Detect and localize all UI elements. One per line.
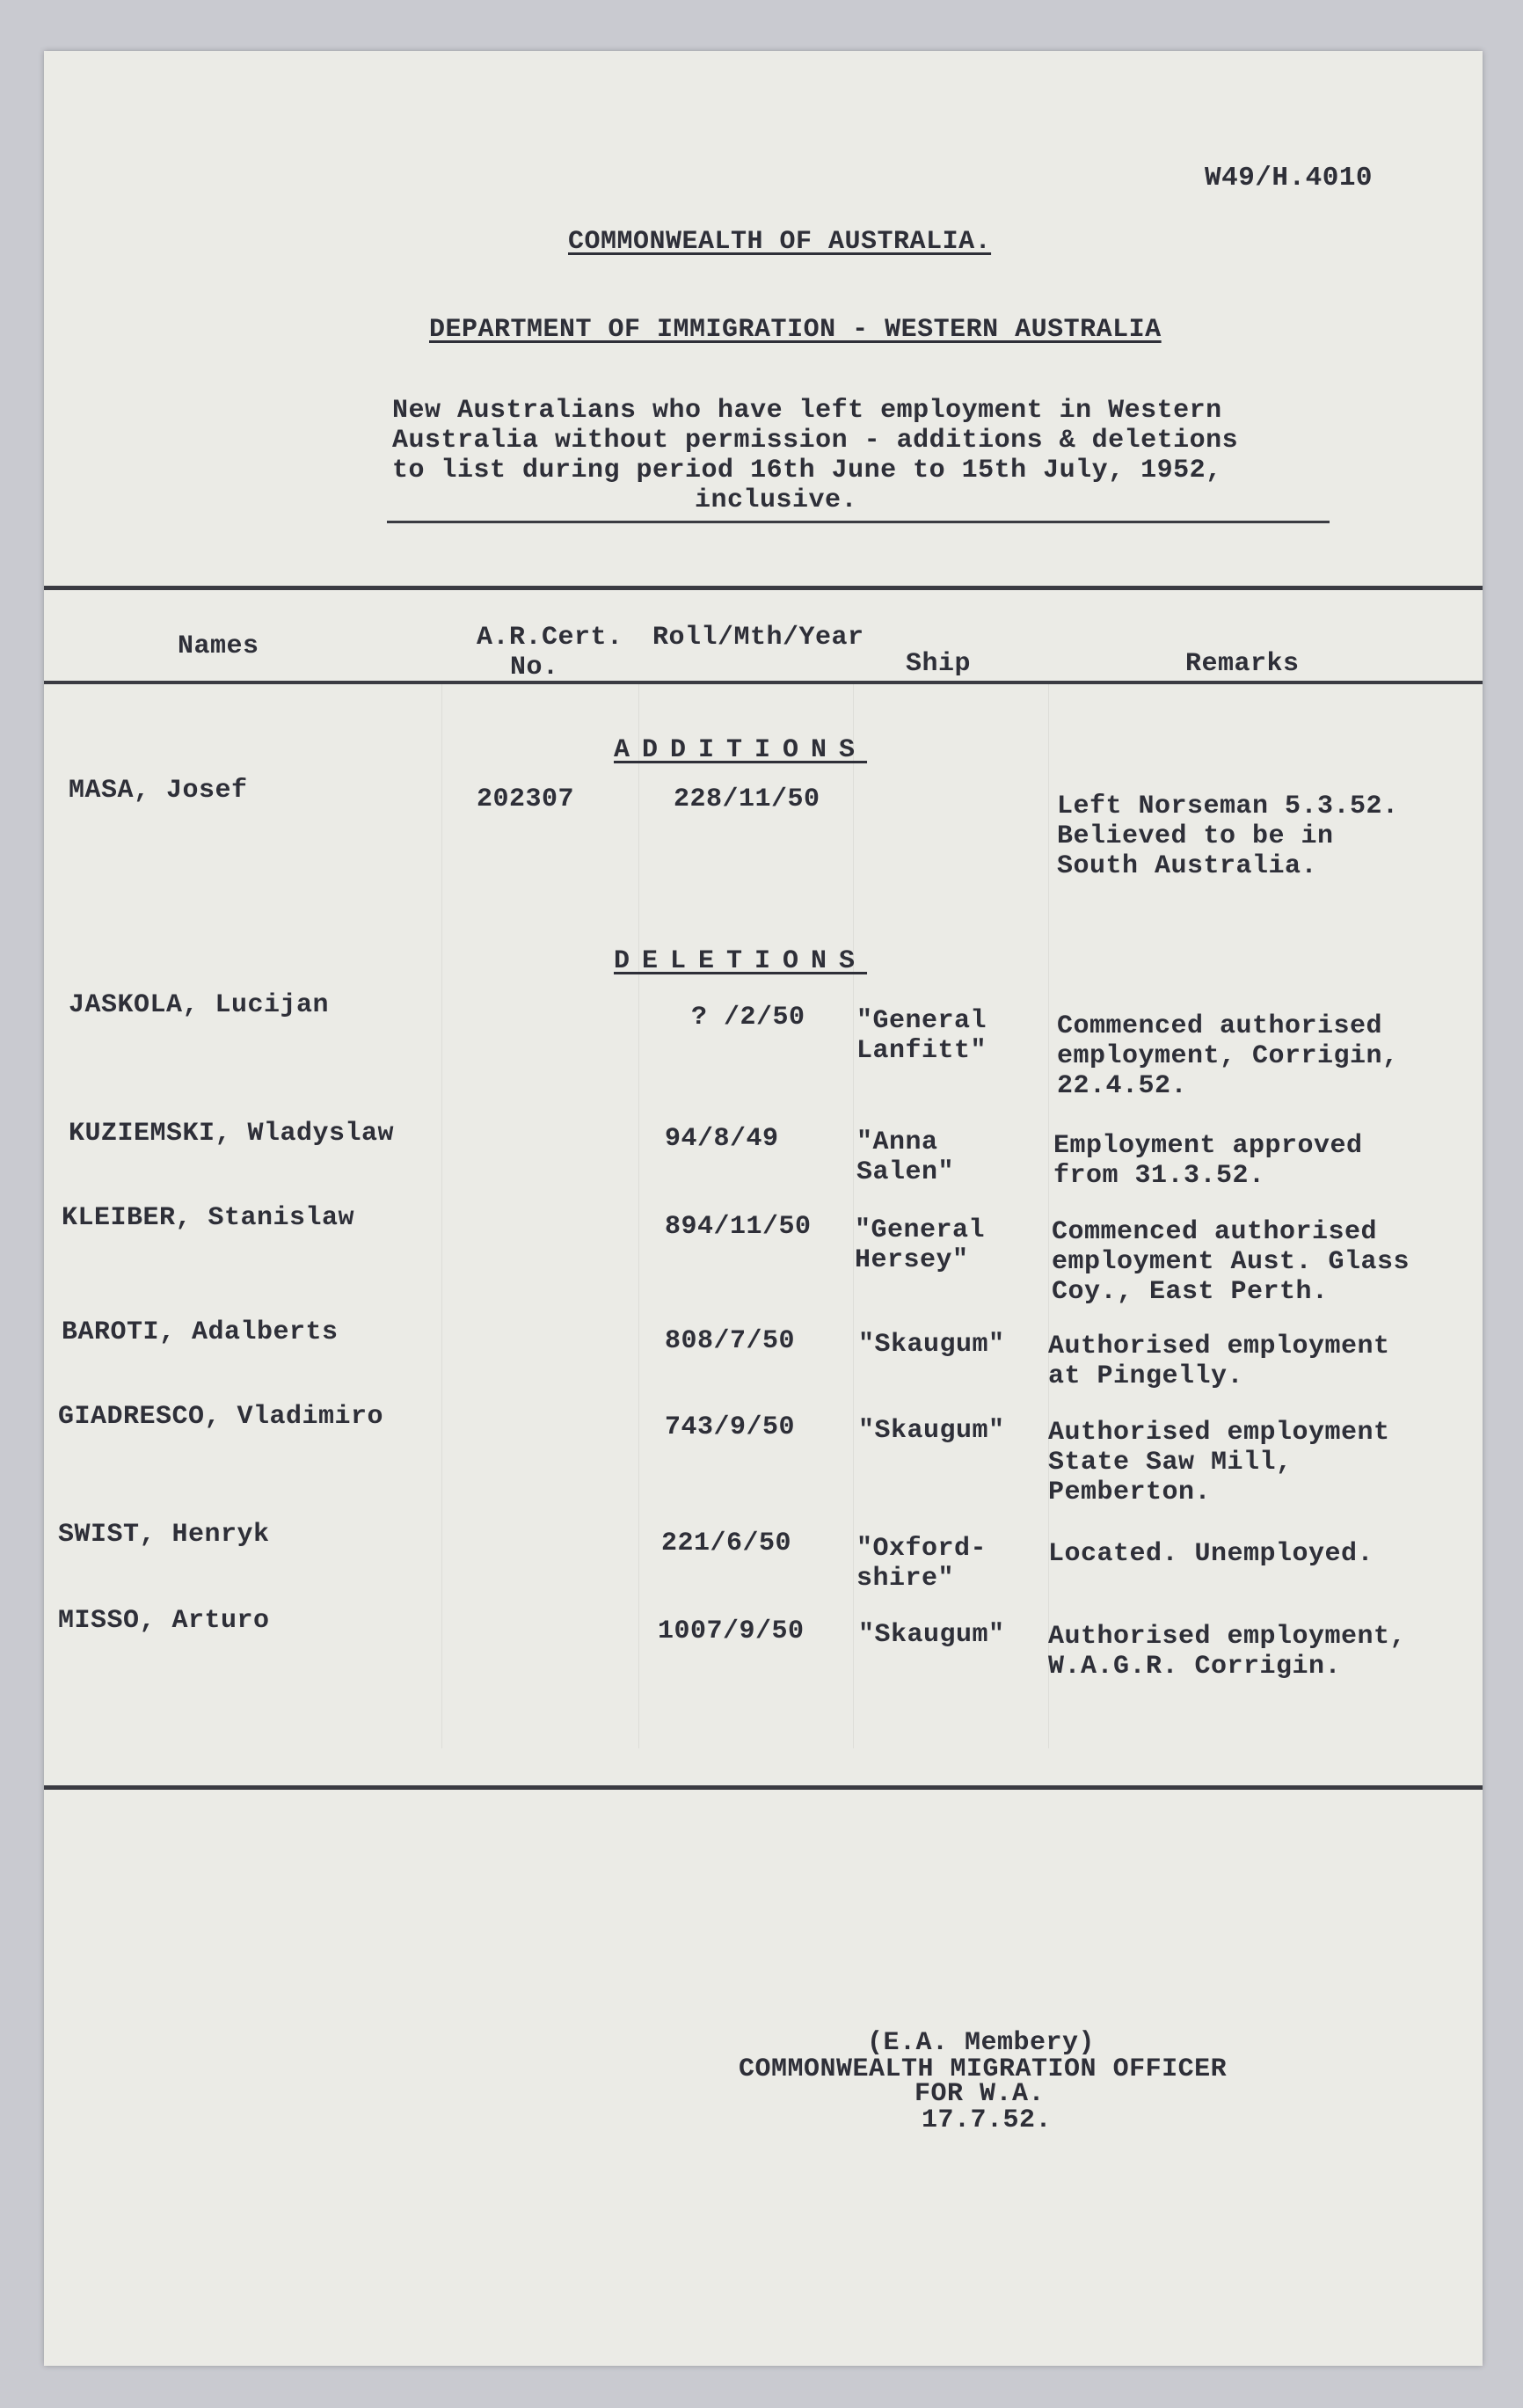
row-remarks: Authorised employment, W.A.G.R. Corrigin. [1048, 1622, 1407, 1682]
row-remarks: Commenced authorised employment Aust. Glass Coy., East Perth. [1052, 1217, 1410, 1307]
heading-commonwealth: COMMONWEALTH OF AUSTRALIA. [568, 227, 992, 257]
row-ship: "Anna Salen" [856, 1127, 955, 1187]
row-remarks: Located. Unemployed. [1048, 1539, 1374, 1569]
column-header-cert-no: No. [510, 653, 559, 682]
row-remarks: Authorised employment at Pingelly. [1048, 1332, 1390, 1391]
row-name: GIADRESCO, Vladimiro [58, 1402, 384, 1432]
column-divider [853, 684, 854, 1748]
intro-underline [387, 521, 1330, 523]
row-remarks: Left Norseman 5.3.52. Believed to be in South Australia. [1057, 792, 1399, 881]
row-roll: 743/9/50 [665, 1412, 796, 1442]
section-heading-deletions: DELETIONS [614, 946, 868, 976]
row-roll: 228/11/50 [674, 784, 820, 814]
row-name: KUZIEMSKI, Wladyslaw [69, 1119, 395, 1149]
row-roll: ? /2/50 [691, 1003, 805, 1033]
row-name: KLEIBER, Stanislaw [62, 1203, 355, 1233]
column-divider [638, 684, 639, 1748]
row-roll: 94/8/49 [665, 1124, 779, 1154]
signature-date: 17.7.52. [922, 2105, 1053, 2135]
row-name: SWIST, Henryk [58, 1520, 270, 1550]
reference-number: W49/H.4010 [1205, 163, 1374, 193]
column-header-remarks: Remarks [1185, 649, 1300, 679]
heading-department: DEPARTMENT OF IMMIGRATION - WESTERN AUSTRALIA [429, 315, 1162, 345]
row-ship: "Skaugum" [858, 1416, 1005, 1446]
column-divider [1048, 684, 1049, 1748]
intro-line-1: New Australians who have left employment in Western [392, 396, 1222, 426]
row-name: BAROTI, Adalberts [62, 1317, 339, 1347]
row-name: MISSO, Arturo [58, 1606, 270, 1636]
table-bottom-rule [44, 1785, 1483, 1790]
row-roll: 221/6/50 [661, 1529, 792, 1558]
column-divider [441, 684, 442, 1748]
intro-line-2: Australia without permission - additions & deletions [392, 426, 1239, 456]
row-roll: 1007/9/50 [658, 1616, 805, 1646]
column-header-roll: Roll/Mth/Year [652, 623, 864, 653]
row-remarks: Authorised employment State Saw Mill, Pemberton. [1048, 1418, 1390, 1507]
column-header-names: Names [178, 631, 259, 661]
signature-for: FOR W.A. [915, 2079, 1046, 2109]
section-heading-additions: ADDITIONS [614, 735, 868, 765]
row-ship: "Oxford- shire" [856, 1534, 987, 1594]
row-ship: "Skaugum" [858, 1620, 1005, 1650]
table-top-rule [44, 586, 1483, 590]
row-roll: 808/7/50 [665, 1326, 796, 1356]
intro-line-4: inclusive. [695, 485, 858, 515]
column-header-cert: A.R.Cert. [477, 623, 623, 653]
signature-name: (E.A. Membery) [867, 2028, 1096, 2058]
column-header-ship: Ship [906, 649, 972, 679]
row-ship: "General Lanfitt" [856, 1006, 987, 1066]
row-name: JASKOLA, Lucijan [69, 990, 330, 1020]
row-cert: 202307 [477, 784, 575, 814]
row-ship: "General Hersey" [855, 1215, 986, 1275]
table-header-rule [44, 681, 1483, 684]
row-remarks: Employment approved from 31.3.52. [1053, 1131, 1363, 1191]
row-ship: "Skaugum" [858, 1330, 1005, 1360]
row-name: MASA, Josef [69, 776, 248, 806]
intro-line-3: to list during period 16th June to 15th July, 1952, [392, 456, 1222, 485]
document-page [44, 51, 1483, 2366]
row-remarks: Commenced authorised employment, Corrigin, 22.4.52. [1057, 1011, 1399, 1101]
row-roll: 894/11/50 [665, 1212, 812, 1242]
signature-title: COMMONWEALTH MIGRATION OFFICER [739, 2054, 1228, 2084]
